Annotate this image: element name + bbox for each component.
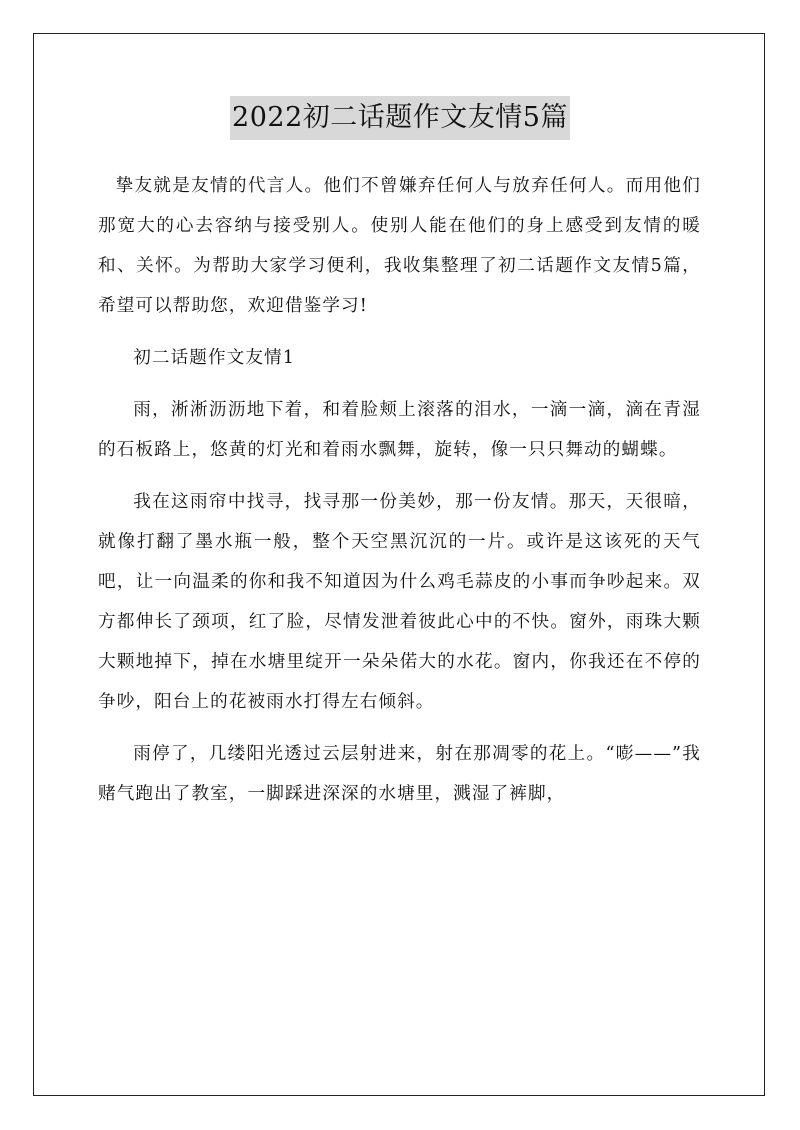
body-paragraph: 雨，淅淅沥沥地下着，和着脸颊上滚落的泪水，一滴一滴，滴在青湿的石板路上，悠黄的灯光和着雨水飘舞，旋转，像一只只舞动的蝴蝶。 bbox=[98, 400, 701, 460]
document-title: 2022初二话题作文友情5篇 bbox=[230, 96, 570, 140]
intro-paragraph: 挚友就是友情的代言人。他们不曾嫌弃任何人与放弃任何人。而用他们那宽大的心去容纳与接受别人。使别人能在他们的身上感受到友情的暖和、关怀。为帮助大家学习便利，我收集整理了初二话题作文友情5篇，希望可以帮助您，欢迎借鉴学习! bbox=[98, 176, 701, 316]
section-heading: 初二话题作文友情1 bbox=[133, 348, 296, 368]
document-body bbox=[98, 166, 701, 826]
body-paragraph: 雨停了，几缕阳光透过云层射进来，射在那凋零的花上。“嘭——”我赌气跑出了教室，一脚踩进深深的水塘里，溅湿了裤脚， bbox=[98, 744, 701, 804]
body-paragraph: 我在这雨帘中找寻，找寻那一份美妙，那一份友情。那天，天很暗，就像打翻了墨水瓶一般，整个天空黑沉沉的一片。或许是这该死的天气吧，让一向温柔的你和我不知道因为什么鸡毛蒜皮的小事而争吵起来。双方都伸长了颈项，红了脸，尽情发泄着彼此心中的不快。窗外，雨珠大颗大颗地掉下，掉在水塘里绽开一朵朵偌大的水花。窗内，你我还在不停的争吵，阳台上的花被雨水打得左右倾斜。 bbox=[98, 492, 701, 712]
title-container bbox=[0, 96, 800, 140]
